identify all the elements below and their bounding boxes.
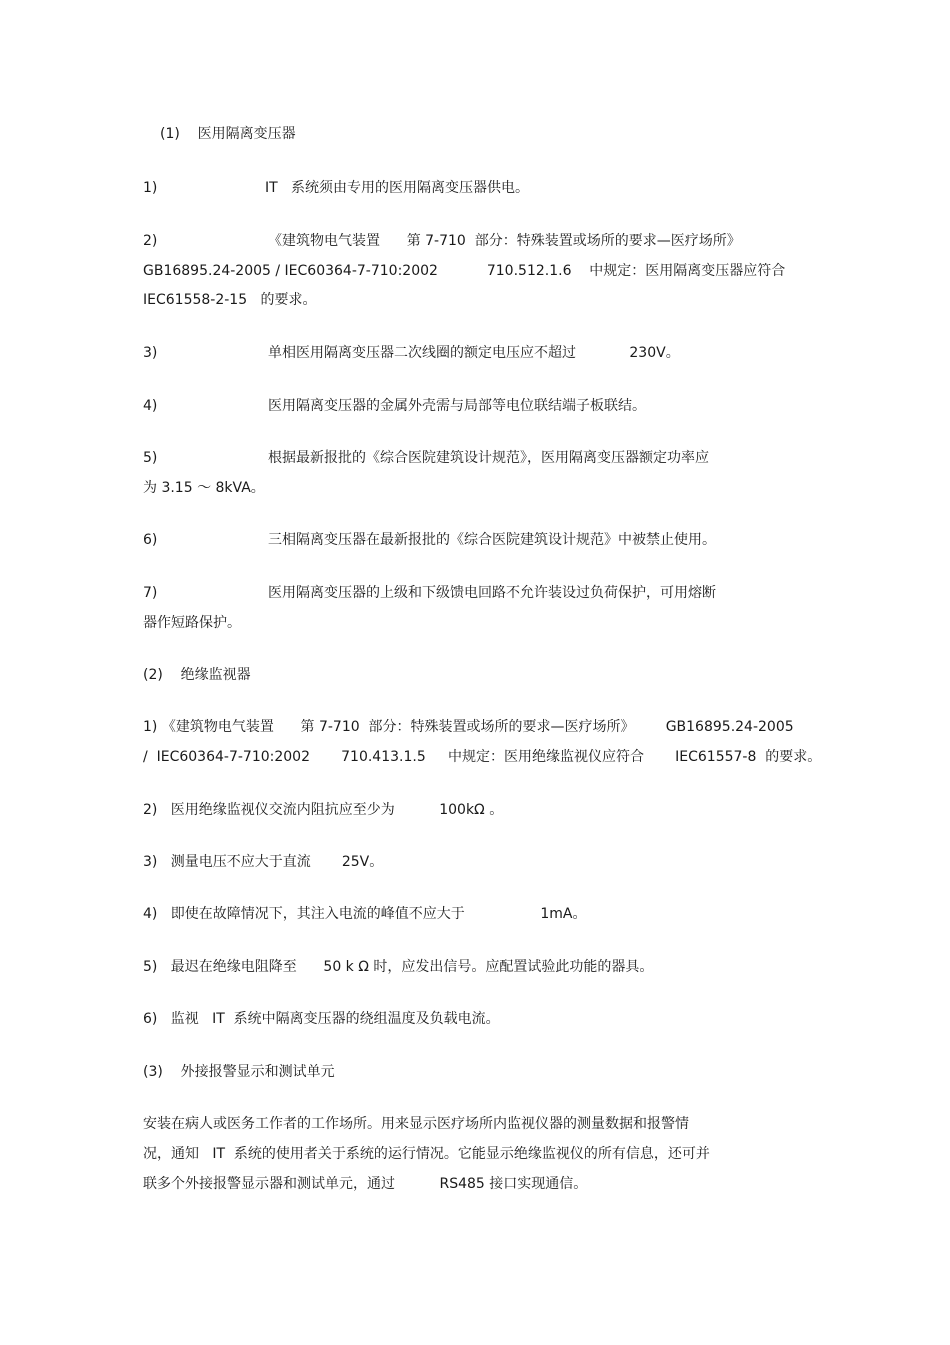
section-2-heading: (2) 绝缘监视器 xyxy=(143,667,251,683)
s1-item-6-number: 6) xyxy=(143,532,158,548)
s2-item-6-text: 6) 监视 IT 系统中隔离变压器的绕组温度及负载电流。 xyxy=(143,1011,500,1027)
s1-item-5-line-1: 根据最新报批的《综合医院建筑设计规范》，医用隔离变压器额定功率应 xyxy=(268,450,709,466)
s1-item-5-number: 5) xyxy=(143,450,158,466)
s1-item-3-text: 单相医用隔离变压器二次线圈的额定电压应不超过 230V。 xyxy=(268,345,680,361)
s1-item-2-number: 2) xyxy=(143,233,158,249)
s1-item-2-line-3: IEC61558-2-15 的要求。 xyxy=(143,292,317,308)
s1-item-7-line-2: 器作短路保护。 xyxy=(143,615,241,631)
s2-item-3-text: 3) 测量电压不应大于直流 25V。 xyxy=(143,854,384,870)
s2-item-1-line-2: / IEC60364-7-710:2002 710.413.1.5 中规定：医用绝缘监视仪应符合 IEC61557-8 的要求。 xyxy=(143,749,822,765)
s1-item-7-number: 7) xyxy=(143,585,158,601)
s1-item-3-number: 3) xyxy=(143,345,158,361)
s1-item-2-line-1: 《建筑物电气装置 第 7-710 部分：特殊装置或场所的要求—医疗场所》 xyxy=(268,233,741,249)
s3-paragraph-line-2: 况，通知 IT 系统的使用者关于系统的运行情况。它能显示绝缘监视仪的所有信息，还可并 xyxy=(143,1146,710,1162)
s3-paragraph-line-3: 联多个外接报警显示器和测试单元，通过 RS485 接口实现通信。 xyxy=(143,1176,588,1192)
s1-item-2-line-2: GB16895.24-2005 / IEC60364-7-710:2002 710.512.1.6 中规定：医用隔离变压器应符合 xyxy=(143,263,786,279)
s2-item-5-text: 5) 最迟在绝缘电阻降至 50 k Ω 时，应发出信号。应配置试验此功能的器具。 xyxy=(143,959,654,975)
s2-item-4-text: 4) 即使在故障情况下，其注入电流的峰值不应大于 1mA。 xyxy=(143,906,587,922)
section-1-heading: (1) 医用隔离变压器 xyxy=(160,126,296,142)
s1-item-6-text: 三相隔离变压器在最新报批的《综合医院建筑设计规范》中被禁止使用。 xyxy=(268,532,716,548)
s1-item-4-number: 4) xyxy=(143,398,158,414)
s1-item-1-text: IT 系统须由专用的医用隔离变压器供电。 xyxy=(265,180,530,196)
section-3-heading: (3) 外接报警显示和测试单元 xyxy=(143,1064,335,1080)
s3-paragraph-line-1: 安装在病人或医务工作者的工作场所。用来显示医疗场所内监视仪器的测量数据和报警情 xyxy=(143,1116,689,1132)
s1-item-4-text: 医用隔离变压器的金属外壳需与局部等电位联结端子板联结。 xyxy=(268,398,646,414)
s1-item-5-line-2: 为 3.15 ～ 8kVA。 xyxy=(143,480,265,496)
s1-item-1-number: 1) xyxy=(143,180,158,196)
s2-item-2-text: 2) 医用绝缘监视仪交流内阻抗应至少为 100kΩ 。 xyxy=(143,802,504,818)
s2-item-1-line-1: 1) 《建筑物电气装置 第 7-710 部分：特殊装置或场所的要求—医疗场所》 GB16895.24-2005 xyxy=(143,719,794,735)
s1-item-7-line-1: 医用隔离变压器的上级和下级馈电回路不允许装设过负荷保护，可用熔断 xyxy=(268,585,716,601)
